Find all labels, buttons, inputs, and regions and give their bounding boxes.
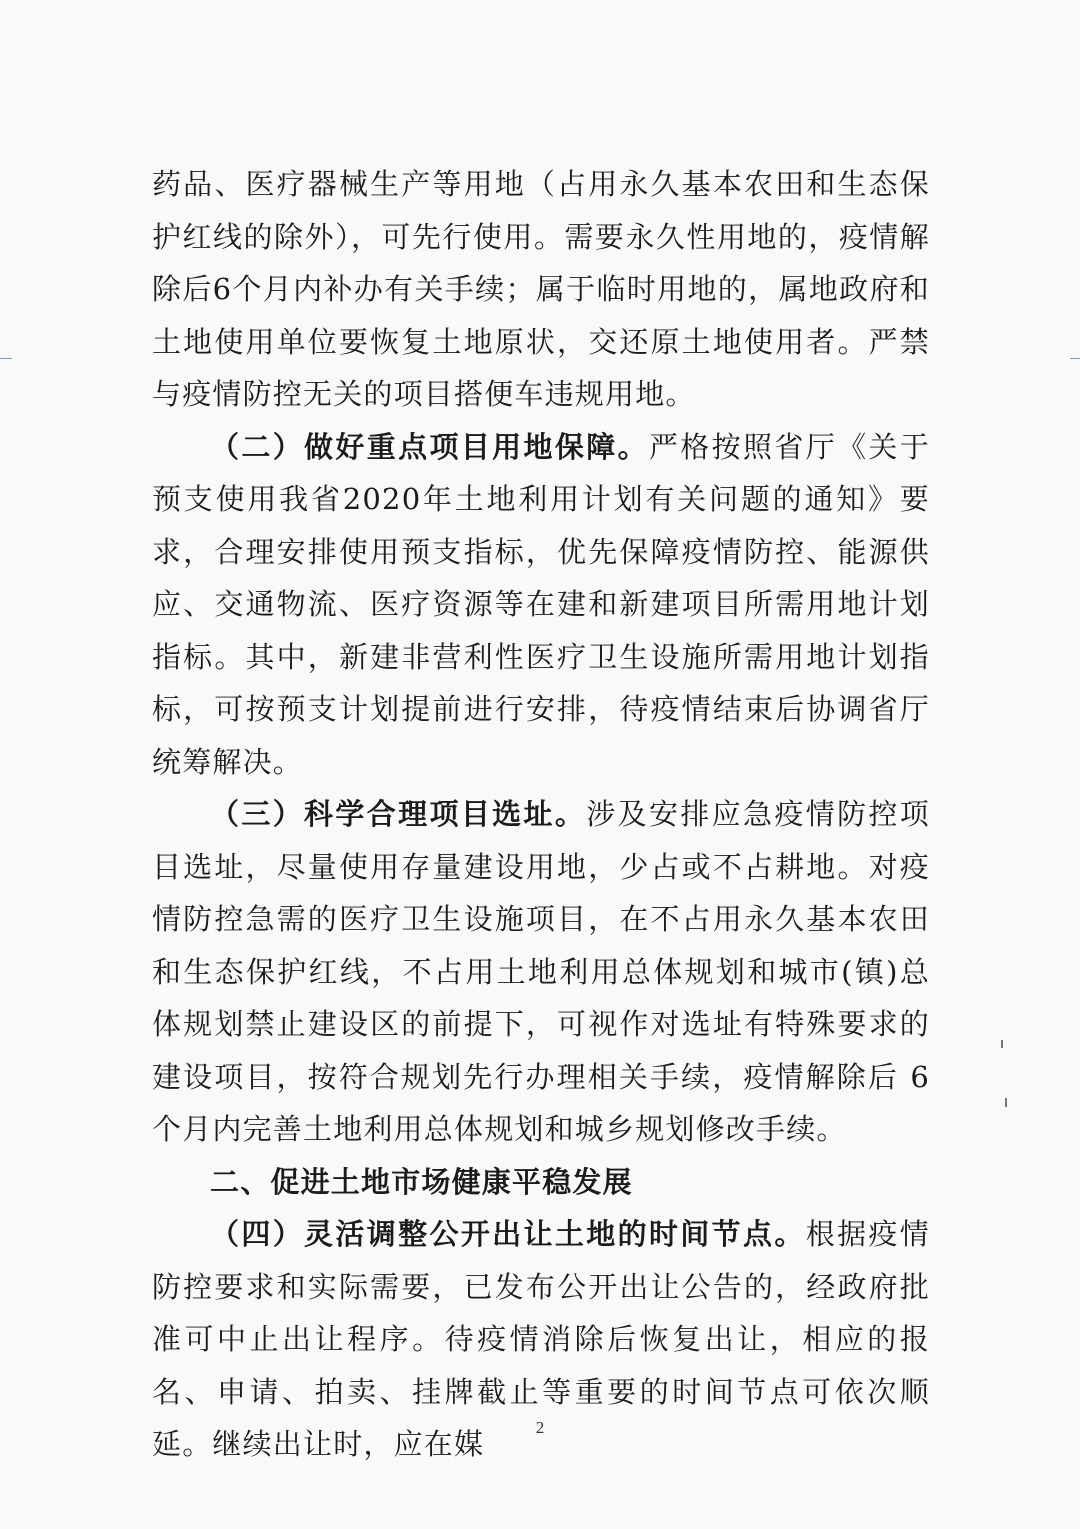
paragraph-lead-heading: （二）做好重点项目用地保障。 [210,429,649,464]
paragraph-text: 根据疫情防控要求和实际需要，已发布公开出让公告的，经政府批准可中止出让程序。待疫情消除后恢复出让，相应的报名、申请、拍卖、挂牌截止等重要的时间节点可依次顺延。继续出让时，应在媒 [152,1217,930,1461]
section-heading: 二、促进土地市场健康平稳发展 [210,1164,633,1199]
paragraph-site-selection [152,788,930,1156]
paragraph-lead-heading: （三）科学合理项目选址。 [210,797,587,831]
scan-speck [1001,1040,1003,1048]
document-body [152,158,930,1471]
paragraph-text: 药品、医疗器械生产等用地（占用永久基本农田和生态保护红线的除外），可先行使用。需要永久性用地的，疫情解除后6个月内补办有关手续；属于临时用地的，属地政府和土地使用单位要恢复土地原状，交还原土地使用者。严禁与疫情防控无关的项目搭便车违规用地。 [152,167,930,411]
scan-edge-mark-right [1070,358,1080,359]
paragraph-key-project-land [152,421,930,789]
page-number: 2 [535,1418,545,1437]
scan-edge-mark-left [0,358,12,359]
paragraph-text: 涉及安排应急疫情防控项目选址，尽量使用存量建设用地，少占或不占耕地。对疫情防控急需的医疗卫生设施项目，在不占用永久基本农田和生态保护红线，不占用土地利用总体规划和城市(镇)总体规划禁止建设区的前提下，可视作对选址有特殊要求的建设项目，按符合规划先行办理相关手续，疫情解除后 6 个月内完善土地利用总体规划和城乡规划修改手续。 [152,797,930,1146]
paragraph-lead-heading: （四）灵活调整公开出让土地的时间节点。 [210,1217,806,1251]
paragraph-continued [152,158,930,421]
scan-speck [1005,1098,1007,1107]
paragraph-text: 严格按照省厅《关于预支使用我省2020年土地利用计划有关问题的通知》要求，合理安排使用预支指标，优先保障疫情防控、能源供应、交通物流、医疗资源等在建和新建项目所需用地计划指标。其中，新建非营利性医疗卫生设施所需用地计划指标，可按预支计划提前进行安排，待疫情结束后协调省厅统筹解决。 [152,429,930,779]
